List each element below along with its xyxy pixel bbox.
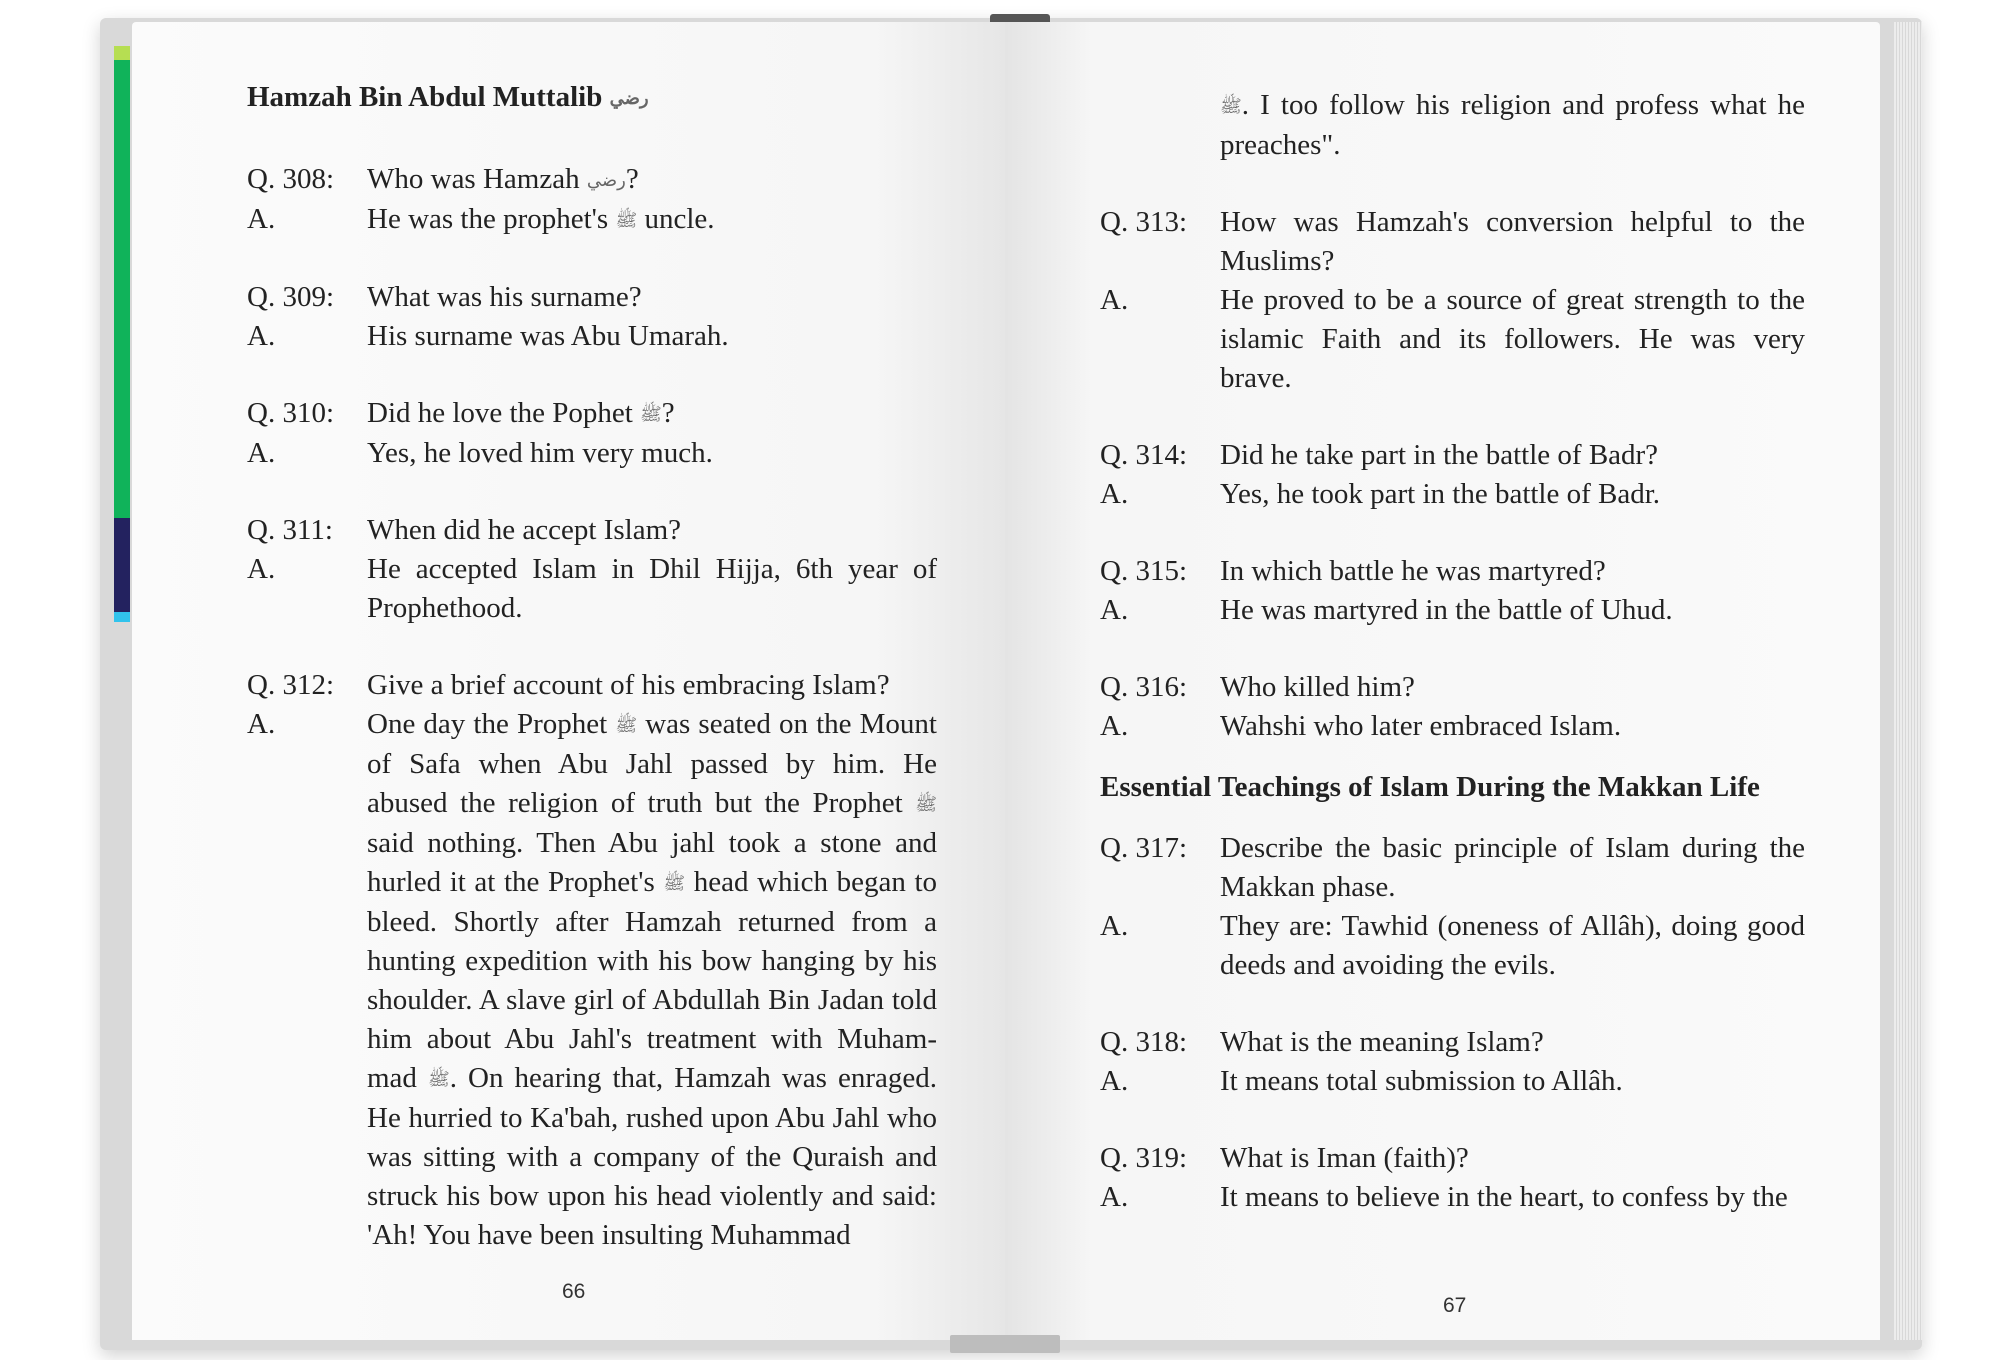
question-text-part: Who was Hamzah	[367, 163, 580, 195]
question-text	[367, 160, 937, 200]
answer-label: A.	[1100, 1065, 1129, 1097]
question-text	[367, 394, 937, 434]
question-text: In which battle he was martyred?	[1220, 555, 1606, 587]
page-number: 66	[562, 1280, 586, 1303]
answer-text: He proved to be a source of great strength to the islamic Faith and its followers. He was very brave.	[1220, 284, 1805, 394]
answer-label: A.	[1100, 478, 1129, 510]
qa-311	[247, 511, 937, 628]
right-page-content	[1100, 86, 1805, 1217]
question-suffix: ?	[661, 397, 675, 429]
question-text-part: Did he love the Pophet	[367, 397, 633, 429]
answer-text: It means total submission to Allâh.	[1220, 1065, 1623, 1097]
left-page	[132, 22, 1005, 1340]
answer-label: A.	[1100, 710, 1129, 742]
question-label: Q. 309:	[247, 281, 334, 313]
answer-text: Yes, he took part in the battle of Badr.	[1220, 478, 1661, 510]
question-text: How was Hamzah's conversion helpful to the Muslims?	[1220, 206, 1805, 277]
cover-stripe-cyan-left	[114, 612, 130, 622]
qa-315	[1100, 552, 1805, 630]
answer-text: They are: Tawhid (oneness of Allâh), doing good deeds and avoiding the evils.	[1220, 910, 1805, 981]
qa-312	[247, 666, 937, 1255]
question-label: Q. 313:	[1100, 206, 1187, 238]
answer-text-part: was seated on the Mount of Safa when Abu Jahl passed by him. He abused the religion of truth but the Prophet	[367, 708, 937, 819]
answer-text: He accepted Islam in Dhil Hijja, 6th year of Prophethood.	[367, 553, 937, 624]
continuation-text	[1220, 86, 1805, 165]
question-label: Q. 314:	[1100, 439, 1187, 471]
qa-316	[1100, 668, 1805, 746]
answer-text-part: head which began to bleed. Shortly after Hamzah returned from a hunting expedition with his bow hanging by his shoulder. A slave girl of Abdullah Bin Jadan told him about Abu Jahl's treatment with Muham-mad	[367, 866, 938, 1094]
qa-317	[1100, 829, 1805, 985]
answer-label: A.	[1100, 910, 1129, 942]
section-heading: Essential Teachings of Islam During the Makkan Life	[1100, 771, 1760, 803]
answer-label: A.	[1100, 594, 1129, 626]
question-label: Q. 311:	[247, 514, 333, 546]
answer-label: A.	[247, 553, 276, 585]
answer-label: A.	[247, 320, 276, 352]
qa-308	[247, 160, 937, 240]
left-page-content	[247, 78, 937, 1255]
question-text: When did he accept Islam?	[367, 514, 682, 546]
qa-318	[1100, 1023, 1805, 1101]
question-text: Describe the basic principle of Islam during the Makkan phase.	[1220, 832, 1805, 903]
continuation-text-part: . I too follow his religion and profess what he preaches".	[1220, 89, 1805, 161]
cover-stripe-green-left	[114, 60, 130, 518]
question-label: Q. 317:	[1100, 832, 1187, 864]
answer-label: A.	[247, 203, 276, 235]
answer-text-part: said nothing. Then Abu jahl took a stone and hurled it at the Prophet's	[367, 827, 937, 898]
qa-314	[1100, 436, 1805, 514]
salla-icon: ﷺ	[427, 1069, 450, 1089]
cover-stripe-lime-left	[114, 46, 130, 60]
question-text: Who killed him?	[1220, 671, 1415, 703]
question-label: Q. 316:	[1100, 671, 1187, 703]
answer-text-part: . On hearing that, Hamzah was enraged. He hurried to Ka'bah, rushed upon Abu Jahl who was sitting with a company of the Quraish and struck his bow upon his head violently and said: 'Ah! You have been insulting Muhammad	[367, 1062, 938, 1251]
question-label: Q. 318:	[1100, 1026, 1187, 1058]
answer-label: A.	[1100, 284, 1129, 316]
answer-label: A.	[247, 437, 276, 469]
cover-stripe-navy-left	[114, 518, 130, 612]
answer-text: He was martyred in the battle of Uhud.	[1220, 594, 1673, 626]
answer-text	[367, 200, 937, 240]
spine-clip	[950, 1335, 1060, 1353]
question-text: What is Iman (faith)?	[1220, 1142, 1469, 1174]
continuation-block	[1100, 86, 1805, 165]
answer-label: A.	[247, 708, 276, 740]
salla-icon: ﷺ	[615, 210, 638, 230]
qa-309	[247, 278, 937, 356]
question-label: Q. 319:	[1100, 1142, 1187, 1174]
page-number: 67	[1443, 1294, 1467, 1317]
salla-icon: ﷺ	[1220, 96, 1242, 116]
answer-text-part: One day the Prophet	[367, 708, 608, 740]
question-text: Did he take part in the battle of Badr?	[1220, 439, 1659, 471]
salla-icon: رضي	[586, 170, 626, 190]
answer-text: His surname was Abu Umarah.	[367, 320, 729, 352]
question-label: Q. 310:	[247, 397, 334, 429]
page-edges	[1894, 22, 1922, 1340]
salla-icon: ﷺ	[663, 873, 686, 893]
question-suffix: ?	[625, 163, 639, 195]
qa-310	[247, 394, 937, 473]
question-label: Q. 308:	[247, 163, 334, 195]
answer-text	[367, 705, 937, 1255]
answer-text-part: He was the prophet's	[367, 203, 609, 235]
salla-icon: ﷺ	[615, 715, 638, 735]
right-page	[1005, 22, 1880, 1340]
answer-text: Wahshi who later embraced Islam.	[1220, 710, 1622, 742]
question-label: Q. 312:	[247, 669, 334, 701]
answer-label: A.	[1100, 1181, 1129, 1213]
answer-text: It means to believe in the heart, to confess by the	[1220, 1181, 1788, 1213]
salla-icon: ﷺ	[640, 404, 662, 424]
question-label: Q. 315:	[1100, 555, 1187, 587]
chapter-heading	[247, 78, 937, 118]
question-text: Give a brief account of his embracing Islam?	[367, 669, 890, 701]
spacer	[1100, 86, 1220, 165]
question-text: What is the meaning Islam?	[1220, 1026, 1544, 1058]
answer-suffix: uncle.	[644, 203, 715, 235]
question-text: What was his surname?	[367, 281, 642, 313]
qa-319	[1100, 1139, 1805, 1217]
answer-text: Yes, he loved him very much.	[367, 437, 713, 469]
chapter-heading-text: Hamzah Bin Abdul Muttalib	[247, 81, 603, 113]
salla-icon: رضي	[609, 88, 649, 108]
salla-icon: ﷺ	[915, 794, 937, 814]
qa-313	[1100, 203, 1805, 398]
